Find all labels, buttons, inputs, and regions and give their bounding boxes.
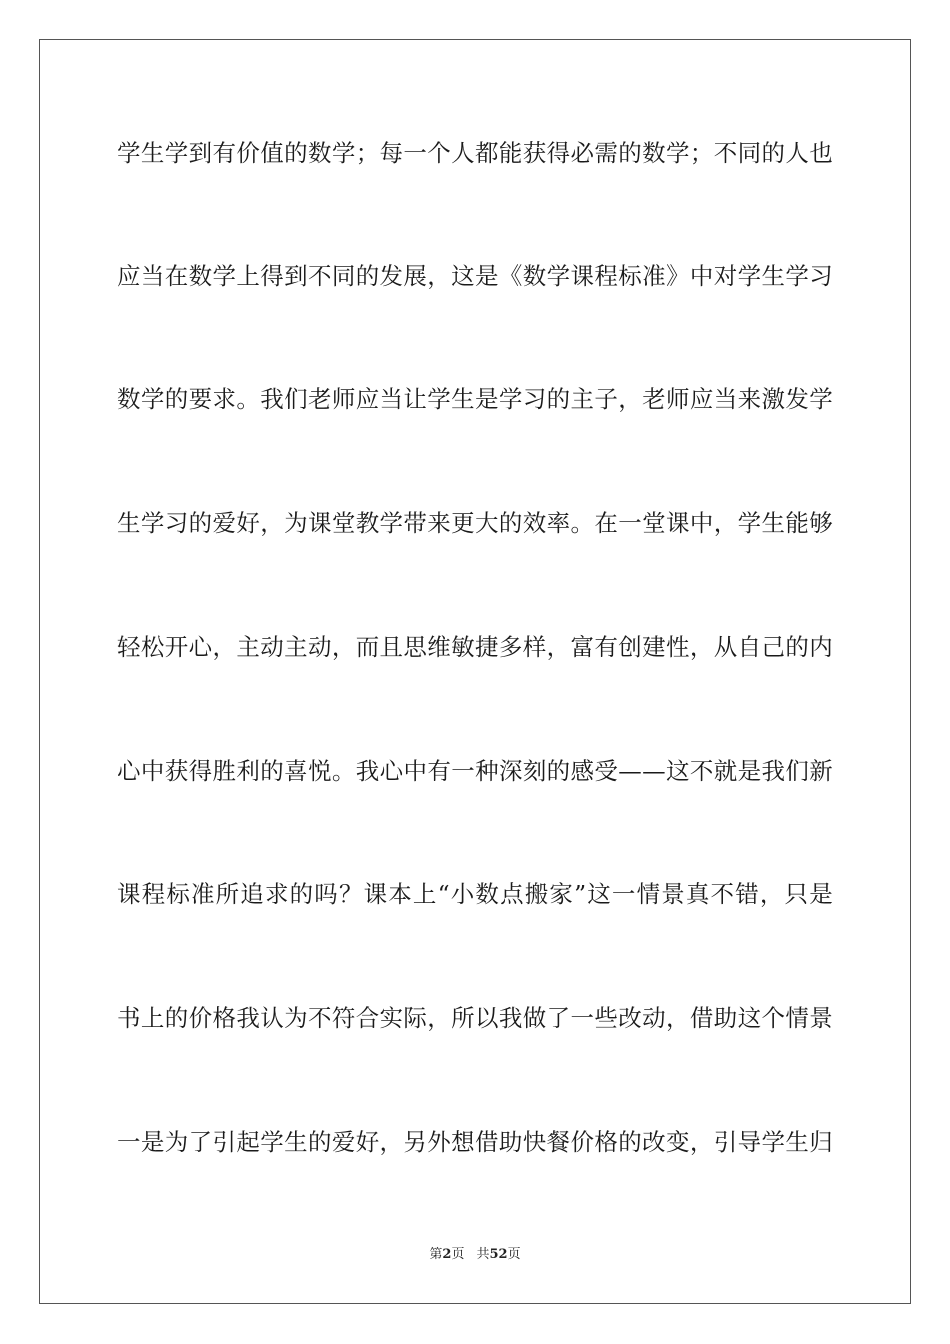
page-number-label: 第2页 [429, 1247, 465, 1262]
body-text-line-8: 书上的价格我认为不符合实际，所以我做了一些改动，借助这个情景 [117, 1004, 833, 1032]
body-text-line-1: 学生学到有价值的数学；每一个人都能获得必需的数学；不同的人也 [117, 139, 833, 167]
page-footer [0, 1247, 950, 1263]
total-pages-label: 共52页 [476, 1247, 521, 1262]
body-text-line-6: 心中获得胜利的喜悦。我心中有一种深刻的感受——这不就是我们新 [117, 757, 833, 785]
page-border [39, 39, 911, 1304]
body-text-line-9: 一是为了引起学生的爱好，另外想借助快餐价格的改变，引导学生归 [117, 1128, 833, 1156]
body-text-line-4: 生学习的爱好，为课堂教学带来更大的效率。在一堂课中，学生能够 [117, 509, 833, 537]
body-text-line-5: 轻松开心，主动主动，而且思维敏捷多样，富有创建性，从自己的内 [117, 633, 833, 661]
body-text-line-3: 数学的要求。我们老师应当让学生是学习的主子，老师应当来激发学 [117, 385, 833, 413]
body-text-line-2: 应当在数学上得到不同的发展，这是《数学课程标准》中对学生学习 [117, 262, 833, 290]
body-text-line-7: 课程标准所追求的吗？课本上“小数点搬家”这一情景真不错，只是 [117, 880, 833, 908]
